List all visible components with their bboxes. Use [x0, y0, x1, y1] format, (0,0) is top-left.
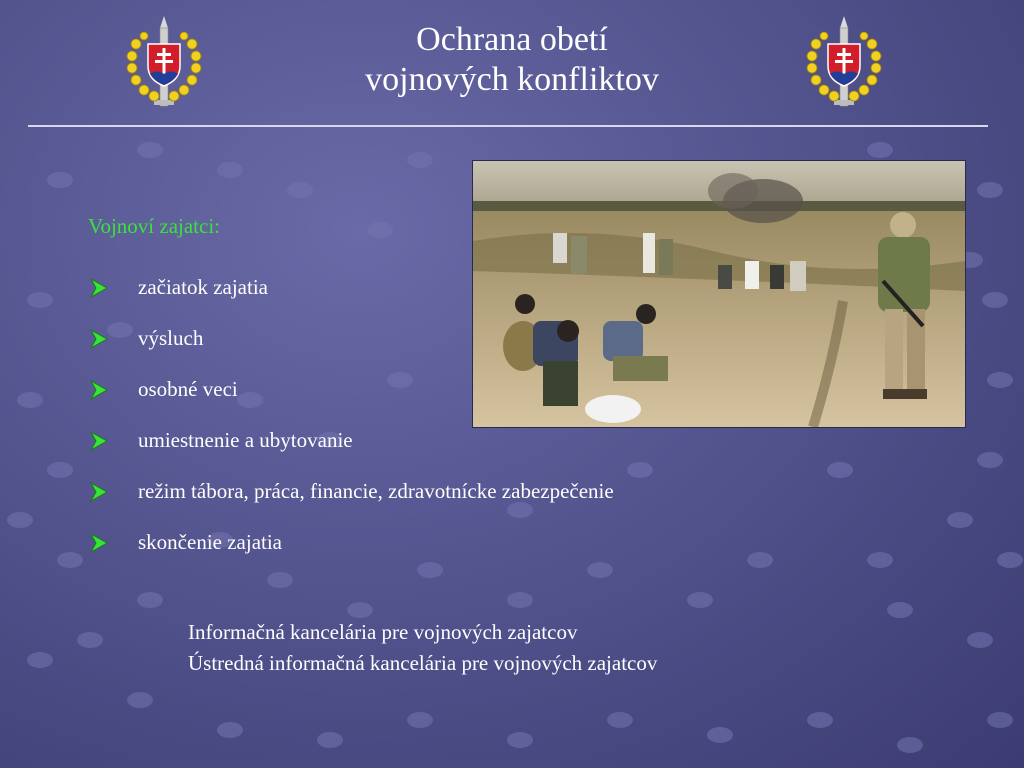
- list-item: [88, 364, 614, 415]
- title-divider: [28, 125, 988, 127]
- list-item: [88, 466, 614, 517]
- bullet-list: [88, 262, 614, 568]
- slovak-military-emblem-icon: [804, 14, 884, 114]
- list-item: [88, 517, 614, 568]
- bullet-text: skončenie zajatia: [138, 530, 283, 554]
- bullet-text: osobné veci: [138, 377, 238, 401]
- bullet-text: výsluch: [138, 326, 204, 350]
- section-heading: Vojnoví zajatci:: [88, 214, 220, 238]
- footer-line-1: Informačná kancelária pre vojnových zajatcov: [188, 620, 578, 644]
- list-item: [88, 262, 614, 313]
- bullet-text: začiatok zajatia: [138, 275, 268, 299]
- bullet-text: režim tábora, práca, financie, zdravotnícke zabezpečenie: [138, 479, 614, 503]
- footer-line-2: Ústredná informačná kancelária pre vojnových zajatcov: [188, 651, 658, 675]
- arrow-bullet-icon: [88, 532, 138, 554]
- arrow-bullet-icon: [88, 481, 138, 503]
- title-line-1: Ochrana obetí: [416, 21, 608, 58]
- arrow-bullet-icon: [88, 277, 138, 299]
- footer-text: [188, 617, 657, 679]
- arrow-bullet-icon: [88, 379, 138, 401]
- bullet-text: umiestnenie a ubytovanie: [138, 428, 353, 452]
- list-item: [88, 313, 614, 364]
- slovak-military-emblem-icon: [124, 14, 204, 114]
- arrow-bullet-icon: [88, 328, 138, 350]
- list-item: [88, 415, 614, 466]
- arrow-bullet-icon: [88, 430, 138, 452]
- title-line-2: vojnových konfliktov: [365, 61, 659, 98]
